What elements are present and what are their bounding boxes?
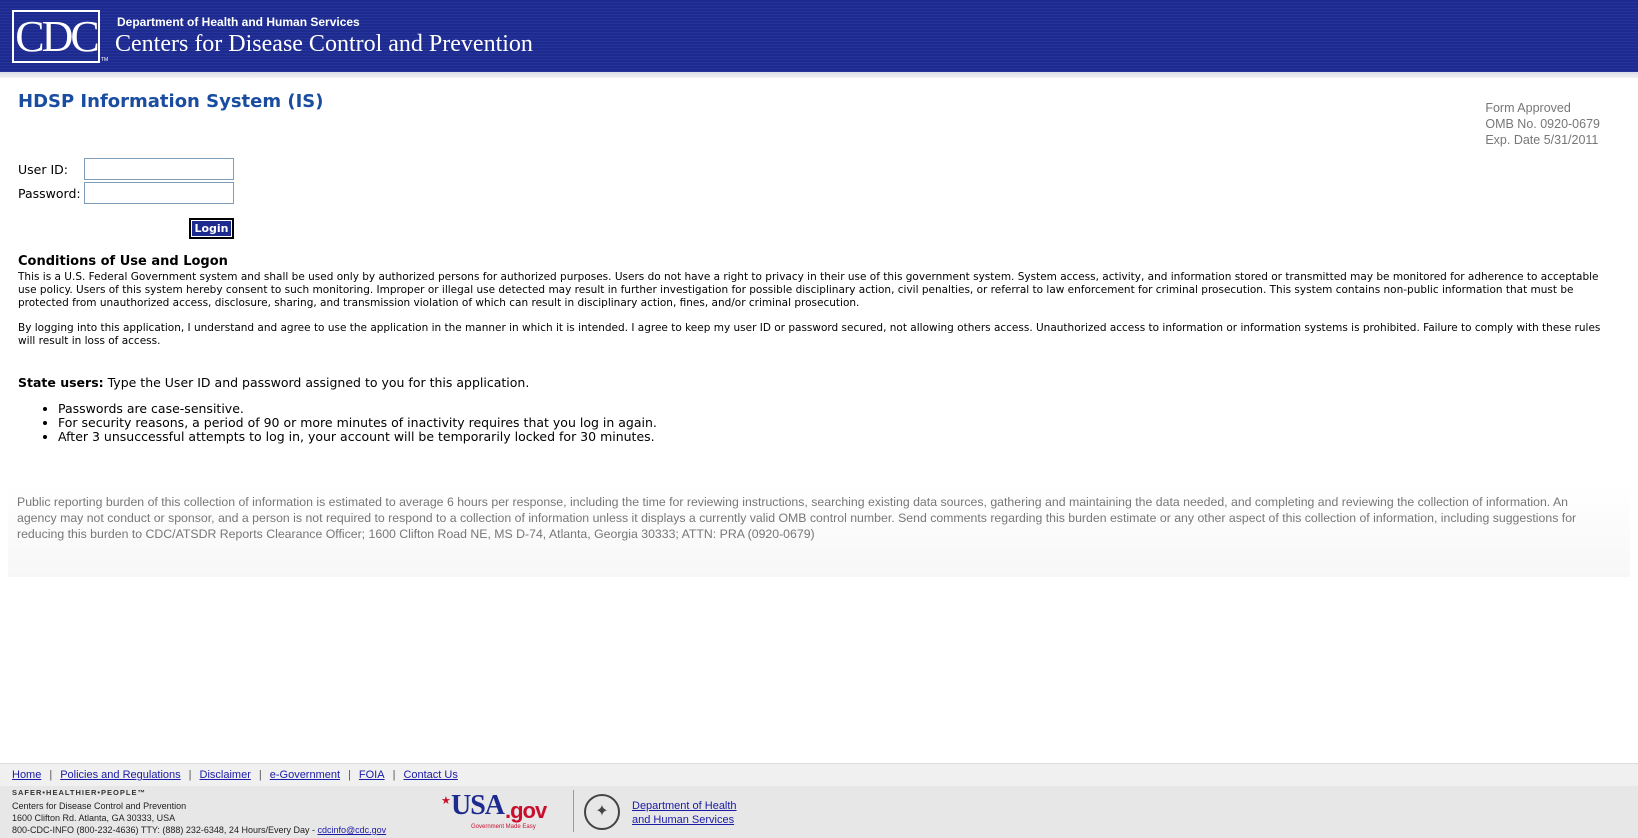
usagov-usa-text: USA	[451, 790, 505, 821]
star-icon: ★	[441, 795, 451, 807]
hhs-link-line2: and Human Services	[632, 814, 735, 826]
address-line	[12, 824, 386, 836]
user-id-label: User ID:	[18, 162, 68, 177]
cdc-logo-trademark: TM	[101, 57, 109, 63]
address-line: Centers for Disease Control and Prevention	[12, 801, 187, 811]
password-label: Password:	[18, 186, 81, 201]
footer-bottom	[0, 786, 1638, 838]
cdc-logo[interactable]: CDC	[12, 10, 100, 63]
header-banner	[0, 0, 1638, 73]
hhs-seal-icon[interactable]: ✦	[584, 794, 620, 830]
login-rules-list	[38, 402, 657, 444]
usagov-gov-text: .gov	[505, 798, 547, 823]
footer-link-contact[interactable]: Contact Us	[403, 769, 458, 781]
banner-divider	[0, 72, 1638, 78]
email-link[interactable]: cdcinfo@cdc.gov	[317, 825, 387, 835]
omb-notice	[1485, 100, 1600, 148]
state-users-instructions	[18, 375, 529, 390]
omb-expiry: Exp. Date 5/31/2011	[1485, 133, 1599, 147]
conditions-title: Conditions of Use and Logon	[18, 254, 228, 269]
footer-divider	[573, 790, 574, 832]
hhs-link-line1: Department of Health	[632, 800, 737, 812]
conditions-agreement: By logging into this application, I understand and agree to use the application in the manner in which it is intended. I agree to keep my user ID or password secured, not allowing others access. Unauthorized access to information or information systems is prohibited. Failure to comply with these rules will result in loss of access.	[18, 322, 1601, 347]
page-title: HDSP Information System (IS)	[18, 91, 324, 112]
footer-nav	[0, 763, 1638, 786]
footer-link-policies[interactable]: Policies and Regulations	[60, 769, 181, 781]
omb-number: OMB No. 0920-0679	[1485, 117, 1600, 131]
footer-separator: |	[188, 769, 192, 781]
cdc-tagline: SAFER•HEALTHIER•PEOPLE™	[12, 788, 146, 797]
footer-separator: |	[49, 769, 53, 781]
list-item: • For security reasons, a period of 90 or more minutes of inactivity requires that you log in again.	[58, 416, 657, 430]
conditions-paragraph: This is a U.S. Federal Government system and shall be used only by authorized persons for authorized purposes. Users do not have a right to privacy in their use of this government system. System access, activity, and information stored or transmitted may be monitored for adherence to acceptable use policy. Users of this system hereby consent to such monitoring. Improper or illegal use detected may result in further investigation for possible disciplinary action, civil penalties, or referral to law enforcement for criminal prosecution. This system contains non-public information that must be protected from unauthorized access, disclosure, sharing, and transmission violation of which can result in disciplinary action, fines, and/or criminal prosecution.	[18, 271, 1599, 309]
footer-separator: |	[392, 769, 396, 781]
omb-approved: Form Approved	[1485, 101, 1571, 115]
footer-link-disclaimer[interactable]: Disclaimer	[199, 769, 251, 781]
state-users-text: Type the User ID and password assigned to you for this application.	[103, 375, 530, 390]
password-input[interactable]	[84, 182, 234, 204]
department-name: Department of Health and Human Services	[117, 15, 360, 29]
list-item: • Passwords are case-sensitive.	[58, 402, 657, 416]
login-button[interactable]: Login	[189, 218, 234, 239]
footer-link-foia[interactable]: FOIA	[358, 769, 385, 781]
usagov-subtitle: Government Made Easy	[471, 824, 536, 830]
footer-link-egovernment[interactable]: e-Government	[269, 769, 341, 781]
state-users-label: State users:	[18, 375, 104, 390]
footer-separator: |	[348, 769, 351, 781]
cdc-address	[12, 800, 386, 836]
contact-numbers: 800-CDC-INFO (800-232-4636) TTY: (888) 232-6348, 24 Hours/Every Day -	[12, 825, 318, 835]
user-id-input[interactable]	[84, 158, 234, 180]
hhs-link[interactable]	[632, 799, 737, 827]
agency-name: Centers for Disease Control and Prevention	[115, 31, 533, 57]
burden-statement: Public reporting burden of this collection of information is estimated to average 6 hours per response, including the time for reviewing instructions, searching existing data sources, gathering and maintaining the data needed, and completing and reviewing the collection of information. An agency may not conduct or sponsor, and a person is not required to respond to a collection of information unless it displays a currently valid OMB control number. Send comments regarding this burden estimate or any other aspect of this collection of information, including suggestions for reducing this burden to CDC/ATSDR Reports Clearance Officer; 1600 Clifton Road NE, MS D-74, Atlanta, Georgia 30333; ATTN: PRA (0920-0679)	[17, 495, 1577, 541]
footer-separator: |	[258, 769, 262, 781]
address-line: 1600 Clifton Rd. Atlanta, GA 30333, USA	[12, 813, 176, 823]
footer-link-home[interactable]: Home	[12, 769, 42, 781]
list-item: • After 3 unsuccessful attempts to log in, your account will be temporarily locked for 30 minutes.	[58, 430, 657, 444]
usagov-logo[interactable]	[441, 790, 561, 834]
